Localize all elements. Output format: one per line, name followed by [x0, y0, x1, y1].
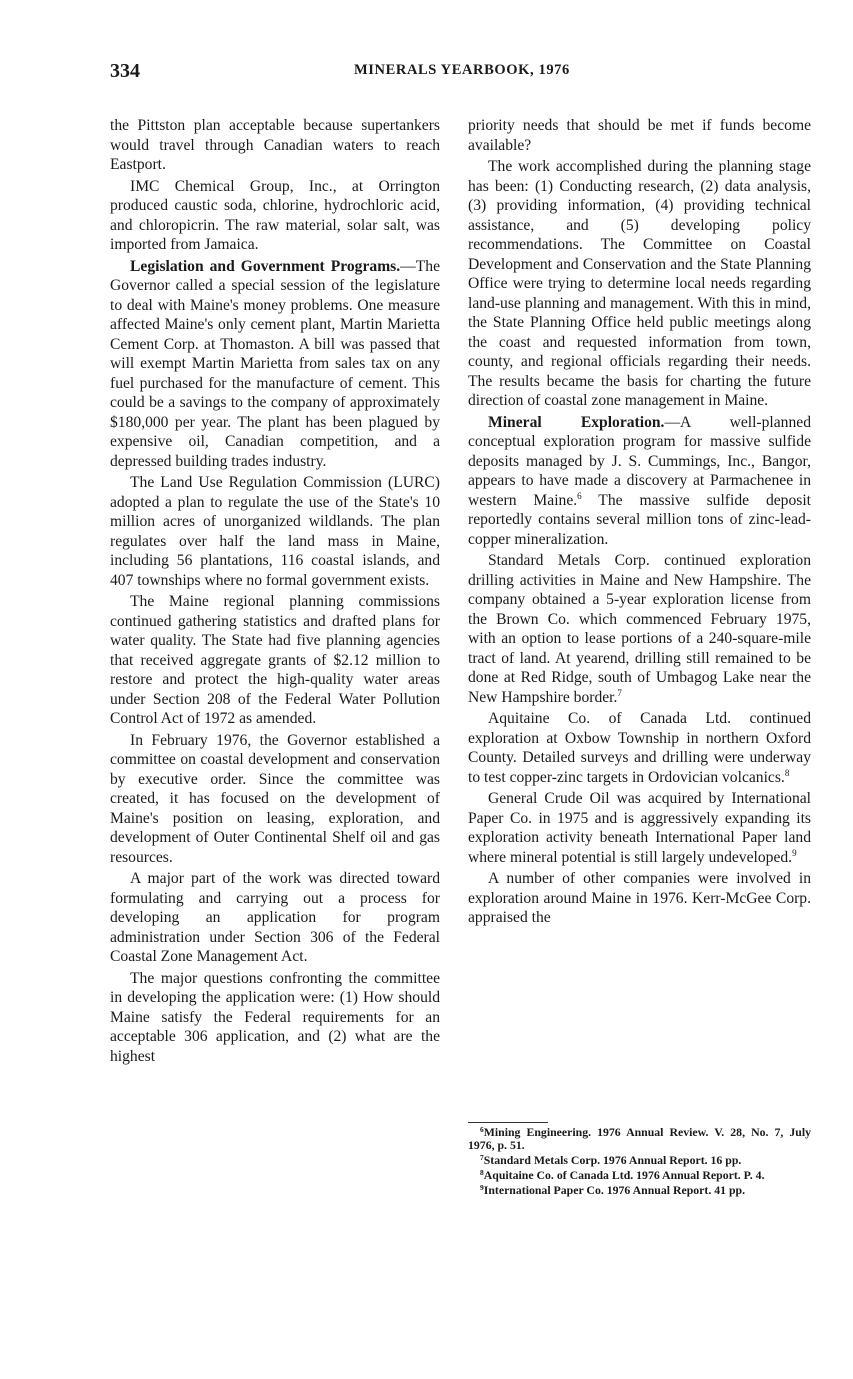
- paragraph: The major questions confronting the committee in developing the application were: (1) How should Maine satisfy the Federal requirements for an acceptable 306 application, and (2) what are the highest: [110, 969, 440, 1065]
- footnotes: [468, 1126, 811, 1199]
- paragraph-text: The massive sulfide deposit reportedly contains several million tons of zinc-lead-copper mineralization.: [468, 491, 811, 548]
- left-column: [110, 116, 440, 1066]
- footnote-text: Aquitaine Co. of Canada Ltd. 1976 Annual Report. P. 4.: [483, 1168, 765, 1182]
- right-column: [468, 116, 811, 928]
- footnote-divider: [468, 1122, 548, 1123]
- footnote: [468, 1184, 811, 1197]
- paragraph: The Maine regional planning commissions continued gathering statistics and drafted plans for water quality. The State had five planning agencies that received aggregate grants of $2.12 million to restore and protect the high-quality water areas under Section 208 of the Federal Water Pollution Control Act of 1972 as amended.: [110, 593, 440, 727]
- footnote: [468, 1126, 811, 1152]
- footnote-text: Mining Engineering. 1976 Annual Review. V. 28, No. 7, July 1976, p. 51.: [468, 1125, 811, 1152]
- footnote-number: 9: [480, 1183, 484, 1192]
- footnote-ref[interactable]: 8: [784, 767, 790, 778]
- section-heading-mineral-exploration: Mineral Exploration.: [488, 413, 665, 431]
- footnote-ref[interactable]: 9: [792, 847, 797, 858]
- paragraph-text: Standard Metals Corp. continued exploration drilling activities in Maine and New Hampshire. The company obtained a 5-year exploration license from the Brown Co. which commenced February 1975, with an option to lease portions of a 240-square-mile tract of land. At yearend, drilling still remained to be done at Red Ridge, south of Umbagog Lake near the New Hampshire border.: [468, 552, 811, 706]
- footnote-number: 6: [480, 1125, 484, 1134]
- paragraph-text: General Crude Oil was acquired by International Paper Co. in 1975 and is aggressively expanding its exploration activity beneath International Paper land where mineral potential is still largely undeveloped.: [468, 790, 811, 866]
- paragraph: [468, 413, 811, 550]
- footnote-ref[interactable]: 7: [617, 687, 622, 698]
- footnote-ref[interactable]: 6: [577, 490, 582, 501]
- paragraph-text: Aquitaine Co. of Canada Ltd. continued exploration at Oxbow Township in northern Oxford County. Detailed surveys and drilling were underway to test copper-zinc targets in Ordovician volcanics.: [468, 710, 811, 786]
- paragraph: [468, 709, 811, 787]
- section-heading-legislation: Legislation and Government Programs.: [130, 257, 401, 275]
- paragraph: A number of other companies were involved in exploration around Maine in 1976. Kerr-McGee Corp. appraised the: [468, 870, 811, 926]
- footnote-number: 7: [480, 1153, 484, 1162]
- paragraph: [468, 789, 811, 867]
- paragraph: In February 1976, the Governor established a committee on coastal development and conservation by executive order. Since the committee was created, it has focused on the development of Maine's position on leasing, exploration, and development of Outer Continental Shelf oil and gas resources.: [110, 731, 440, 866]
- footnote: [468, 1154, 811, 1167]
- footnote-text: International Paper Co. 1976 Annual Report. 41 pp.: [483, 1183, 746, 1197]
- page-header: [110, 60, 810, 84]
- paragraph: the Pittston plan acceptable because supertankers would travel through Canadian waters to reach Eastport.: [110, 117, 440, 173]
- paragraph: [468, 551, 811, 707]
- footnote-text: Standard Metals Corp. 1976 Annual Report. 16 pp.: [483, 1153, 742, 1167]
- paragraph-text: —The Governor called a special session of the legislature to deal with Maine's money problems. One measure affected Maine's only cement plant, Martin Marietta Cement Corp. at Thomaston. A bill was passed that will exempt Martin Marietta from sales tax on any fuel purchased for the manufacture of cement. This could be a savings to the company of approximately $180,000 per year. The plant has been plagued by expensive oil, Canadian competition, and a depressed building trades industry.: [110, 257, 440, 470]
- paragraph: A major part of the work was directed toward formulating and carrying out a process for developing an application for program administration under Section 306 of the Federal Coastal Zone Management Act.: [110, 870, 440, 965]
- paragraph-text: —A well-planned conceptual exploration program for massive sulfide deposits managed by J. S. Cummings, Inc., Bangor, appears to have made a discovery at Parmachenee in western Maine.: [468, 413, 811, 509]
- page-number: 334: [110, 60, 140, 82]
- running-title: MINERALS YEARBOOK, 1976: [354, 62, 570, 78]
- footnote: [468, 1169, 811, 1182]
- paragraph: The work accomplished during the planning stage has been: (1) Conducting research, (2) data analysis, (3) providing information, (4) providing technical assistance, and (5) developing policy recommendations. The Committee on Coastal Development and Conservation and the State Planning Office were trying to determine local needs regarding land-use planning and management. With this in mind, the State Planning Office held public meetings along the coast and requested information from town, county, and regional officials regarding their needs. The results became the basis for charting the future direction of coastal zone management in Maine.: [468, 158, 811, 409]
- paragraph: [110, 257, 440, 472]
- paragraph: The Land Use Regulation Commission (LURC) adopted a plan to regulate the use of the State's 10 million acres of unorganized wildlands. The plan regulates over half the land mass in Maine, including 56 plantations, 116 coastal islands, and 407 townships where no formal government exists.: [110, 474, 440, 589]
- paragraph: IMC Chemical Group, Inc., at Orrington produced caustic soda, chlorine, hydrochloric acid, and chloropicrin. The raw material, solar salt, was imported from Jamaica.: [110, 177, 440, 253]
- paragraph: priority needs that should be met if funds become available?: [468, 117, 811, 154]
- footnote-number: 8: [480, 1168, 484, 1177]
